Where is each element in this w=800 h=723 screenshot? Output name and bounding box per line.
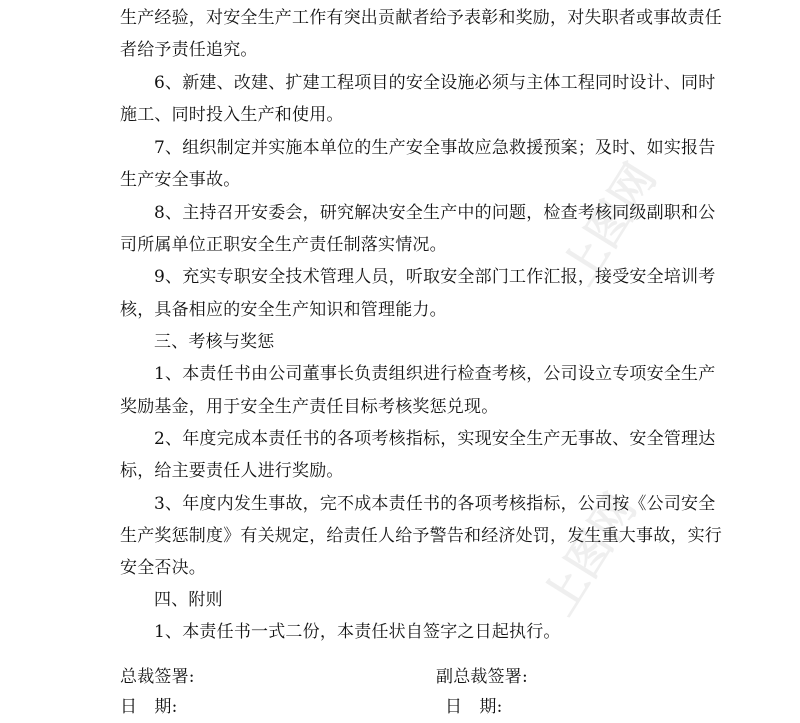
body-line: 8、主持召开安委会，研究解决安全生产中的问题，检查考核同级副职和公 [154, 203, 716, 223]
body-line: 标，给主要责任人进行奖励。 [120, 461, 344, 481]
body-line: 2、年度完成本责任书的各项考核指标，实现安全生产无事故、安全管理达 [154, 429, 716, 449]
body-line: 3、年度内发生事故，完不成本责任书的各项考核指标，公司按《公司安全 [154, 494, 716, 514]
body-line: 生产经验，对安全生产工作有突出贡献者给予表彰和奖励，对失职者或事故责任 [120, 8, 722, 28]
watermark: 上图网 [533, 484, 647, 624]
body-line: 者给予责任追究。 [120, 40, 258, 60]
president-date-label: 日 期: [120, 697, 178, 717]
body-line: 核，具备相应的安全生产知识和管理能力。 [120, 300, 447, 320]
body-line: 7、组织制定并实施本单位的生产安全事故应急救援预案；及时、如实报告 [154, 138, 716, 158]
body-line: 施工、同时投入生产和使用。 [120, 105, 344, 125]
section-heading: 四、附则 [154, 590, 223, 610]
body-line: 安全否决。 [120, 558, 206, 578]
body-line: 9、充实专职安全技术管理人员，听取安全部门工作汇报，接受安全培训考 [154, 267, 716, 287]
vice-president-signature-label: 副总裁签署: [436, 667, 528, 687]
body-line: 奖励基金，用于安全生产责任目标考核奖惩兑现。 [120, 397, 499, 417]
watermark: 上图网 [553, 154, 667, 294]
body-line: 生产奖惩制度》有关规定，给责任人给予警告和经济处罚，发生重大事故，实行 [120, 526, 722, 546]
body-line: 6、新建、改建、扩建工程项目的安全设施必须与主体工程同时设计、同时 [154, 73, 716, 93]
body-line: 1、本责任书由公司董事长负责组织进行检查考核，公司设立专项安全生产 [154, 364, 716, 384]
body-line: 生产安全事故。 [120, 170, 241, 190]
president-signature-label: 总裁签署: [120, 667, 195, 687]
vice-president-date-label: 日 期: [445, 697, 503, 717]
section-heading: 三、考核与奖惩 [154, 332, 275, 352]
body-line: 司所属单位正职安全生产责任制落实情况。 [120, 235, 447, 255]
body-line: 1、本责任书一式二份，本责任状自签字之日起执行。 [154, 622, 561, 642]
